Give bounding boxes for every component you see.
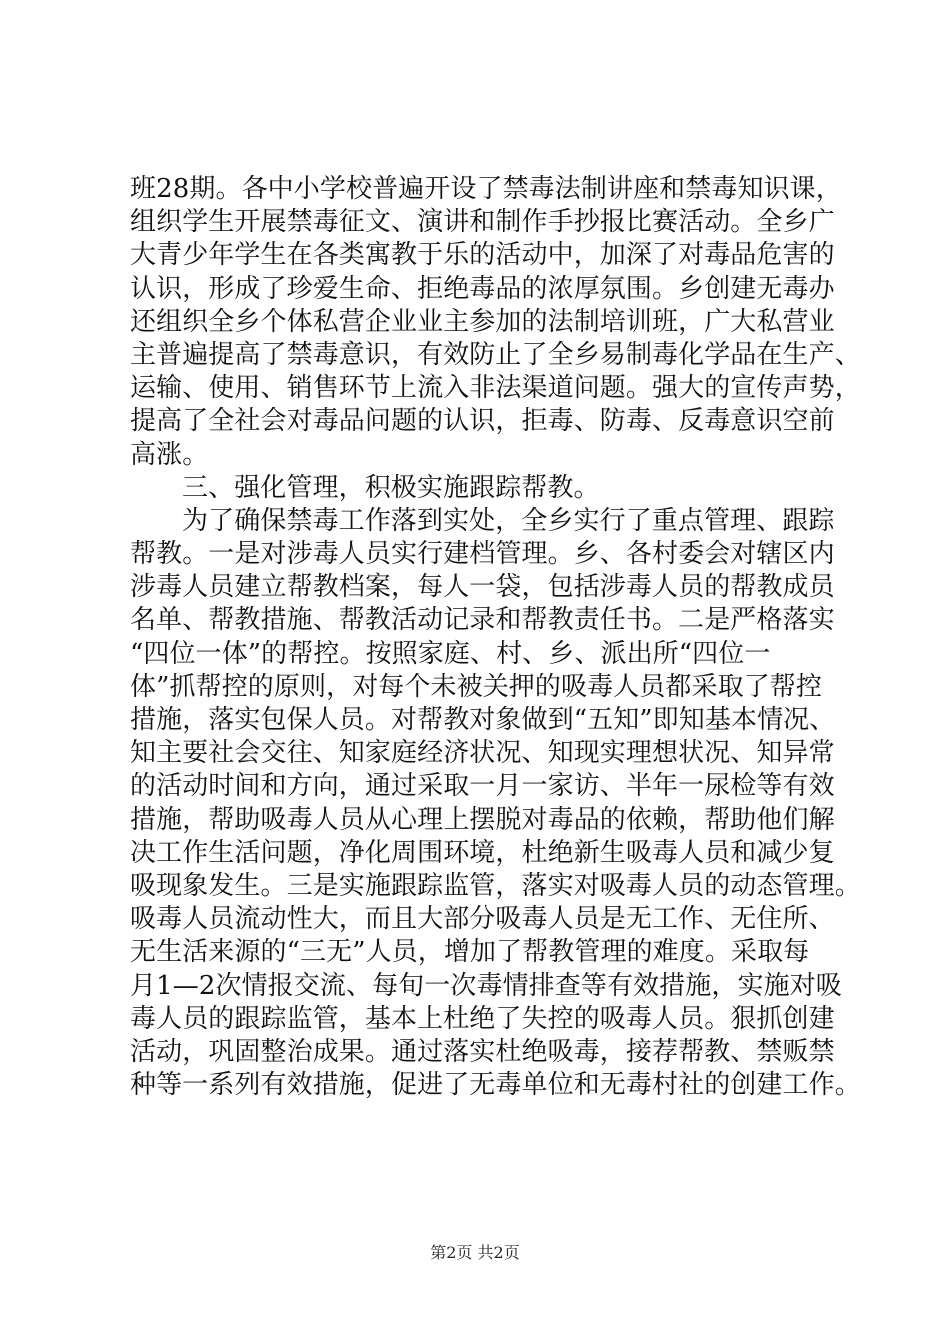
- text-line: 吸毒人员流动性大，而且大部分吸毒人员是无工作、无住所、: [130, 904, 835, 935]
- text-line: 组织学生开展禁毒征文、演讲和制作手抄报比赛活动。全乡广: [130, 207, 835, 238]
- text-line: 毒人员的跟踪监管，基本上杜绝了失控的吸毒人员。狠抓创建: [130, 1003, 835, 1034]
- text-line: 涉毒人员建立帮教档案，每人一袋，包括涉毒人员的帮教成员: [130, 572, 835, 603]
- document-body: [130, 173, 861, 1102]
- text-line: 决工作生活问题，净化周围环境，杜绝新生吸毒人员和减少复: [130, 837, 835, 868]
- text-line: 认识，形成了珍爱生命、拒绝毒品的浓厚氛围。乡创建无毒办: [130, 273, 835, 304]
- text-line: 措施，落实包保人员。对帮教对象做到“五知”即知基本情况、: [130, 705, 836, 735]
- section-heading: 三、强化管理，积极实施跟踪帮教。: [182, 472, 600, 503]
- text-line: 措施，帮助吸毒人员从心理上摆脱对毒品的依赖，帮助他们解: [130, 804, 835, 835]
- text-line: 活动，巩固整治成果。通过落实杜绝吸毒，接荐帮教、禁贩禁: [130, 1036, 835, 1067]
- text-line: 运输、使用、销售环节上流入非法渠道问题。强大的宣传声势，: [130, 373, 861, 404]
- text-line: 提高了全社会对毒品问题的认识，拒毒、防毒、反毒意识空前: [130, 406, 835, 437]
- text-line: 主普遍提高了禁毒意识，有效防止了全乡易制毒化学品在生产、: [130, 339, 861, 370]
- text-line: 知主要社会交往、知家庭经济状况、知现实理想状况、知异常: [130, 738, 835, 769]
- text-line: 吸现象发生。三是实施跟踪监管，落实对吸毒人员的动态管理。: [130, 870, 861, 901]
- text-line: 班28期。各中小学校普遍开设了禁毒法制讲座和禁毒知识课，: [130, 174, 842, 204]
- text-line: “四位一体”的帮控。按照家庭、村、乡、派出所“四位一: [130, 638, 771, 669]
- text-line: 名单、帮教措施、帮教活动记录和帮教责任书。二是严格落实: [130, 605, 835, 636]
- page-footer: 第2页 共2页: [430, 1243, 520, 1262]
- text-line: 为了确保禁毒工作落到实处，全乡实行了重点管理、跟踪: [182, 505, 835, 536]
- text-line: 大青少年学生在各类寓教于乐的活动中，加深了对毒品危害的: [130, 240, 835, 271]
- text-line: 无生活来源的“三无”人员，增加了帮教管理的难度。采取每: [130, 937, 810, 968]
- text-line: 的活动时间和方向，通过采取一月一家访、半年一尿检等有效: [130, 771, 835, 802]
- text-line: 月1—2次情报交流、每旬一次毒情排查等有效措施，实施对吸: [130, 970, 842, 1001]
- text-line: 还组织全乡个体私营企业业主参加的法制培训班，广大私营业: [130, 306, 835, 337]
- text-line: 高涨。: [130, 439, 209, 470]
- text-line: 体”抓帮控的原则，对每个未被关押的吸毒人员都采取了帮控: [130, 671, 822, 702]
- text-line: 帮教。一是对涉毒人员实行建档管理。乡、各村委会对辖区内: [130, 539, 835, 570]
- text-line: 种等一系列有效措施，促进了无毒单位和无毒村社的创建工作。: [130, 1070, 861, 1101]
